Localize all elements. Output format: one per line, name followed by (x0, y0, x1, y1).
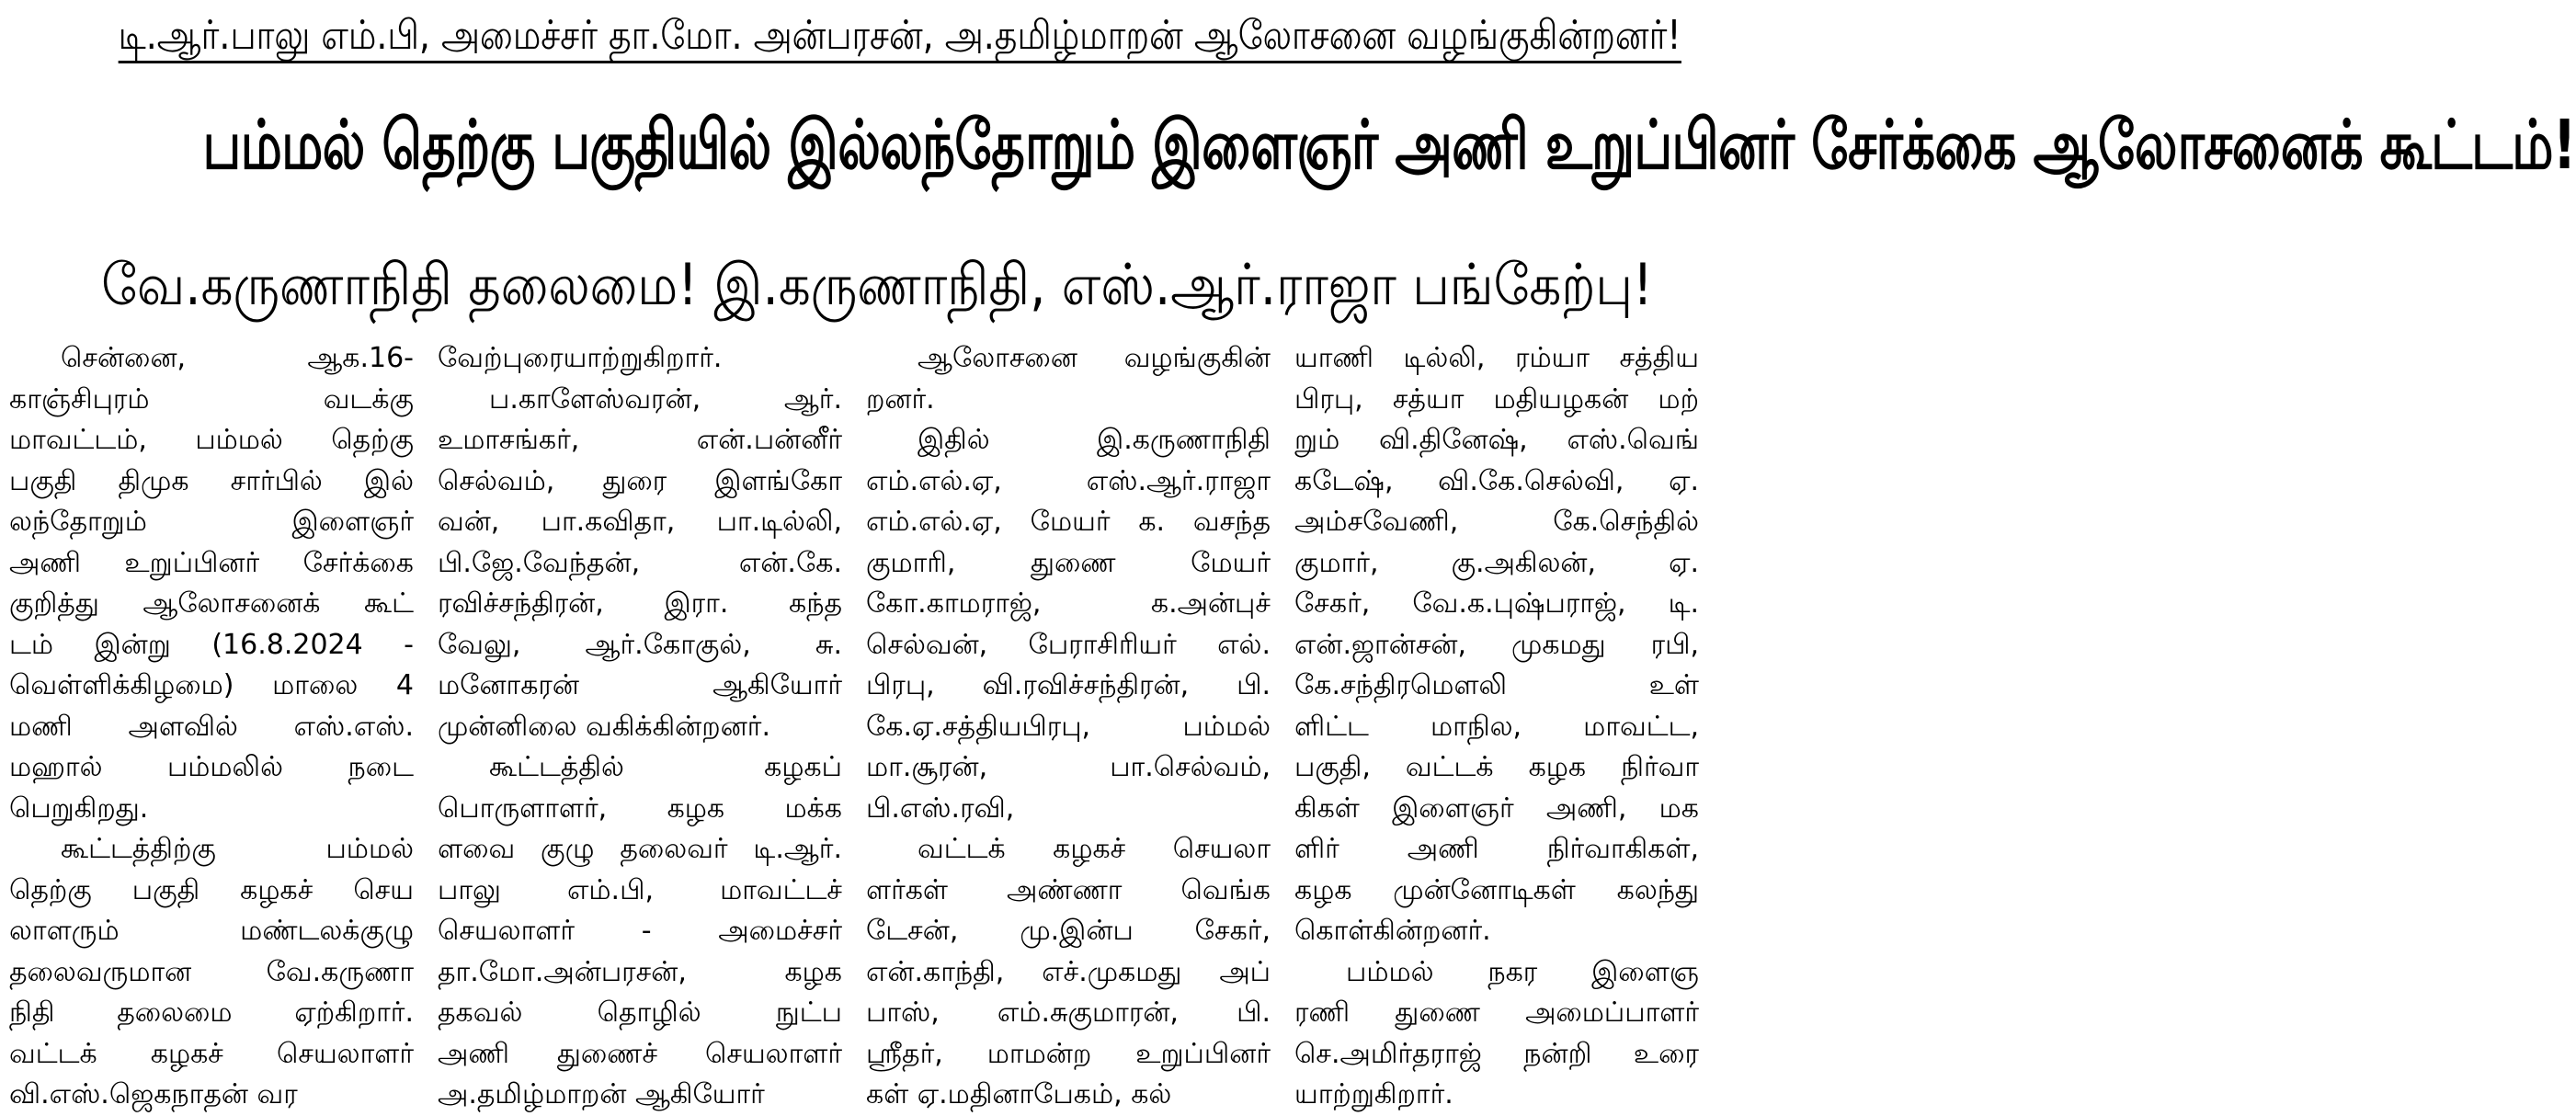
article-line: கிகள் இளைஞர் அணி, மக (1294, 791, 1699, 825)
article-line: ரணி துணை அமைப்பாளர் (1294, 996, 1699, 1029)
article-line: பகுதி, வட்டக் கழக நிர்வா (1294, 751, 1699, 783)
article-line: பொருளாளர், கழக மக்க (438, 791, 842, 825)
article-line: அணி உறுப்பினர் சேர்க்கை (9, 546, 414, 579)
article-line: காஞ்சிபுரம் வடக்கு (9, 382, 414, 416)
article-line: எம்.எல்.ஏ, மேயர் க. வசந்த (866, 506, 1271, 538)
sub-headline: வே.கருணாநிதி தலைமை! இ.கருணாநிதி, எஸ்.ஆர்.ராஜா பங்கேற்பு! (101, 251, 1653, 318)
article-line: டம் இன்று (16.8.2024 - (9, 628, 414, 661)
article-line: ரவிச்சந்திரன், இரா. கந்த (438, 587, 842, 620)
article-line: குறித்து ஆலோசனைக் கூட் (9, 587, 414, 620)
article-line: ளிர் அணி நிர்வாகிகள், (1294, 833, 1699, 865)
article-line: தா.மோ.அன்பரசன், கழக (438, 955, 842, 988)
article-column-4 (1294, 338, 1699, 1110)
article-line: எம்.எல்.ஏ, எஸ்.ஆர்.ராஜா (866, 464, 1271, 497)
article-line: கே.ஏ.சத்தியபிரபு, பம்மல் (866, 710, 1271, 743)
article-line: பி.ஜே.வேந்தன், என்.கே. (438, 546, 842, 579)
article-line: றனர். (866, 382, 935, 416)
article-line: வி.எஸ்.ஜெகநாதன் வர (9, 1078, 298, 1110)
article-line: றும் வி.தினேஷ், எஸ்.வெங் (1294, 424, 1699, 456)
article-line: தகவல் தொழில் நுட்ப (438, 996, 842, 1029)
article-line: லந்தோறும் இளைஞர் (9, 506, 414, 538)
article-line: இதில் இ.கருணாநிதி (918, 424, 1271, 456)
article-line: கூட்டத்தில் கழகப் (489, 751, 842, 783)
article-line: அ.தமிழ்மாறன் ஆகியோர் (438, 1078, 765, 1110)
article-line: மஹால் பம்மலில் நடை (9, 751, 414, 783)
article-column-3 (866, 338, 1271, 1110)
article-line: லாளரும் மண்டலக்குழு (9, 915, 414, 947)
article-line: ப.காளேஸ்வரன், ஆர். (489, 382, 842, 416)
article-line: செ.அமிர்தராஜ் நன்றி உரை (1294, 1037, 1699, 1070)
article-column-1 (9, 338, 414, 1110)
article-line: குமாரி, துணை மேயர் (866, 546, 1271, 579)
article-line: செல்வம், துரை இளங்கோ (438, 464, 842, 497)
article-line: வேற்புரையாற்றுகிறார். (438, 342, 723, 374)
article-line: வெள்ளிக்கிழமை) மாலை 4 (9, 669, 414, 701)
article-line: கழக முன்னோடிகள் கலந்து (1294, 873, 1699, 906)
article-line: மணி அளவில் எஸ்.எஸ். (9, 710, 414, 743)
article-line: கொள்கின்றனர். (1294, 915, 1491, 947)
kicker-text: டி.ஆர்.பாலு எம்.பி, அமைச்சர் தா.மோ. அன்பரசன், அ.தமிழ்மாறன் ஆலோசனை வழங்குகின்றனர்! (119, 12, 1681, 63)
article-line: மா.சூரன், பா.செல்வம், (866, 751, 1271, 783)
article-line: பி.எஸ்.ரவி, (866, 791, 1015, 825)
article-line: யாணி டில்லி, ரம்யா சத்திய (1294, 342, 1699, 374)
article-line: முன்னிலை வகிக்கின்றனர். (438, 710, 770, 743)
article-line: தலைவருமான வே.கருணா (9, 955, 414, 988)
article-body (9, 338, 1699, 1110)
article-line: பாலு எம்.பி, மாவட்டச் (438, 873, 842, 906)
article-line: சேகர், வே.க.புஷ்பராஜ், டி. (1294, 587, 1699, 620)
article-line: பிரபு, சத்யா மதியழகன் மற் (1294, 382, 1699, 416)
article-column-2 (438, 338, 842, 1110)
article-line: என்.காந்தி, எச்.முகமது அப் (866, 955, 1271, 988)
article-line: நிதி தலைமை ஏற்கிறார். (9, 996, 414, 1029)
article-line: பம்மல் நகர இளைஞ (1346, 955, 1699, 988)
article-line: என்.ஜான்சன், முகமது ரபி, (1294, 628, 1699, 661)
article-line: டேசன், மு.இன்ப சேகர், (866, 915, 1271, 947)
article-line: கே.சந்திரமௌலி உள் (1294, 669, 1699, 701)
article-line: செயலாளர் - அமைச்சர் (438, 915, 842, 947)
article-line: வட்டக் கழகச் செயலா (918, 833, 1271, 865)
article-line: பிரபு, வி.ரவிச்சந்திரன், பி. (866, 669, 1271, 701)
article-line: ளர்கள் அண்ணா வெங்க (866, 873, 1271, 906)
article-line: கள் ஏ.மதினாபேகம், கல் (866, 1078, 1172, 1110)
article-line: பாஸ், எம்.சுகுமாரன், பி. (866, 996, 1271, 1029)
article-line: ஸ்ரீதர், மாமன்ற உறுப்பினர் (866, 1037, 1271, 1070)
article-line: குமார், கு.அகிலன், ஏ. (1294, 546, 1699, 579)
kicker-headline (118, 4, 1681, 68)
article-line: வன், பா.கவிதா, பா.டில்லி, (438, 506, 842, 538)
article-line: பகுதி திமுக சார்பில் இல் (9, 464, 414, 497)
article-line: கூட்டத்திற்கு பம்மல் (61, 833, 414, 865)
article-line: கடேஷ், வி.கே.செல்வி, ஏ. (1294, 464, 1699, 497)
article-line: மனோகரன் ஆகியோர் (438, 669, 842, 701)
article-line: உமாசங்கர், என்.பன்னீர் (438, 424, 842, 456)
article-line: அணி துணைச் செயலாளர் (438, 1037, 842, 1070)
article-line: ஆலோசனை வழங்குகின் (918, 342, 1271, 374)
article-line: கோ.காமராஜ், க.அன்புச் (866, 587, 1271, 620)
article-line: வட்டக் கழகச் செயலாளர் (9, 1037, 414, 1070)
main-headline: பம்மல் தெற்கு பகுதியில் இல்லந்தோறும் இளைஞர் அணி உறுப்பினர் சேர்க்கை ஆலோசனைக் கூட்டம்! (202, 106, 2576, 185)
article-line: சென்னை, ஆக.16- (61, 342, 414, 374)
article-line: அம்சவேணி, கே.செந்தில் (1294, 506, 1699, 538)
article-line: தெற்கு பகுதி கழகச் செய (9, 873, 414, 906)
article-line: யாற்றுகிறார். (1294, 1078, 1453, 1110)
article-line: ளவை குழு தலைவர் டி.ஆர். (438, 833, 842, 865)
article-line: ளிட்ட மாநில, மாவட்ட, (1294, 710, 1699, 743)
article-line: செல்வன், பேராசிரியர் எல். (866, 628, 1271, 661)
article-line: வேலு, ஆர்.கோகுல், சு. (438, 628, 842, 661)
article-line: மாவட்டம், பம்மல் தெற்கு (9, 424, 414, 456)
article-line: பெறுகிறது. (9, 791, 149, 825)
